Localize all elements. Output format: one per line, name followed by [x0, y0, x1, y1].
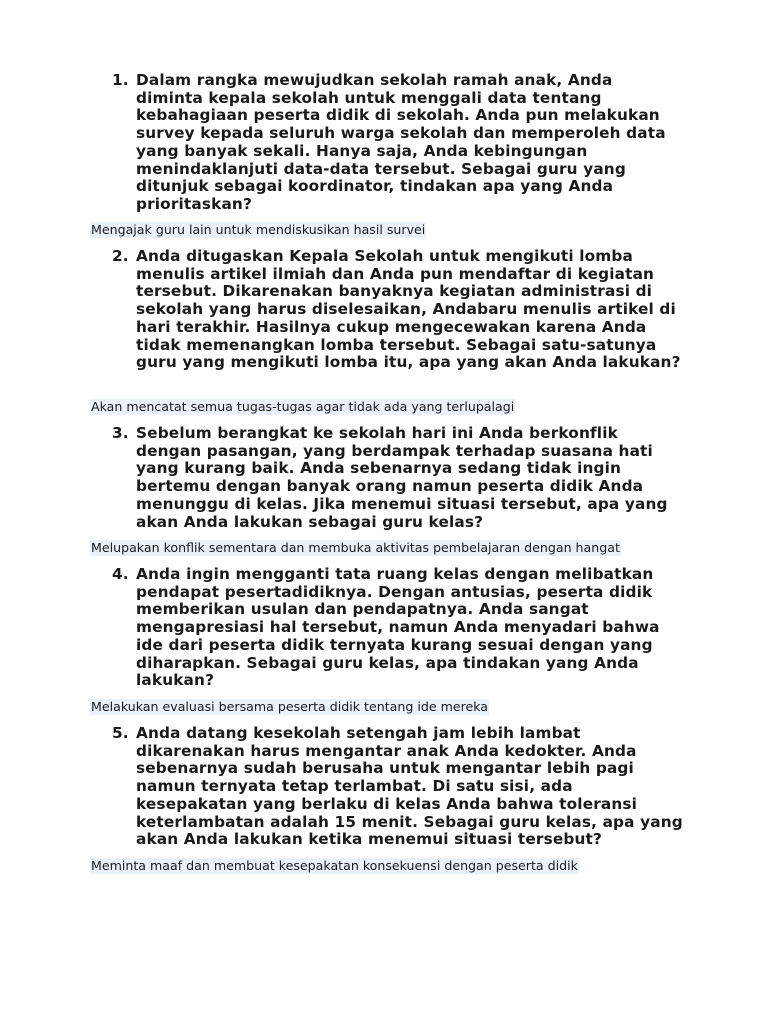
question-number: 1. [112, 71, 129, 89]
question-number: 2. [112, 247, 129, 265]
answer-3: Melupakan konflik sementara dan membuka aktivitas pembelajaran dengan hangat [91, 540, 620, 555]
question-5 [112, 725, 684, 849]
answer-2: Akan mencatat semua tugas-tugas agar tidak ada yang terlupalagi [91, 399, 515, 414]
question-text: Sebelum berangkat ke sekolah hari ini Anda berkonflik dengan pasangan, yang berdampak terhadap suasana hati yang kurang baik. Anda sebenarnya sedang tidak ingin bertemu dengan banyak orang namun peserta didik Anda menunggu di kelas. Jika menemui situasi tersebut, apa yang akan Anda lakukan sebagai guru kelas? [136, 424, 668, 531]
question-3 [112, 425, 684, 531]
answer-4: Melakukan evaluasi bersama peserta didik tentang ide mereka [91, 699, 489, 714]
question-text: Anda ingin mengganti tata ruang kelas dengan melibatkan pendapat pesertadidiknya. Dengan antusias, peserta didik memberikan usulan dan pendapatnya. Anda sangat mengapresiasi hal tersebut, namun Anda menyadari bahwa ide dari peserta didik ternyata kurang sesuai dengan yang diharapkan. Sebagai guru kelas, apa tindakan yang Anda lakukan? [136, 565, 660, 690]
question-number: 3. [112, 424, 129, 442]
question-text: Anda ditugaskan Kepala Sekolah untuk mengikuti lomba menulis artikel ilmiah dan Anda pun mendaftar di kegiatan tersebut. Dikarenakan banyaknya kegiatan administrasi di sekolah yang harus diselesaikan, Andabaru menulis artikel di hari terakhir. Hasilnya cukup mengecewakan karena Anda tidak memenangkan lomba tersebut. Sebagai satu-satunya guru yang mengikuti lomba itu, apa yang akan Anda lakukan? [136, 247, 681, 372]
question-number: 4. [112, 565, 129, 583]
answer-5: Meminta maaf dan membuat kesepakatan konsekuensi dengan peserta didik [91, 858, 578, 873]
question-1 [112, 72, 684, 214]
answer-1: Mengajak guru lain untuk mendiskusikan hasil survei [91, 222, 426, 237]
question-2 [112, 248, 684, 372]
question-4 [112, 566, 684, 690]
question-text: Dalam rangka mewujudkan sekolah ramah anak, Anda diminta kepala sekolah untuk menggali data tentang kebahagiaan peserta didik di sekolah. Anda pun melakukan survey kepada seluruh warga sekolah dan memperoleh data yang banyak sekali. Hanya saja, Anda kebingungan menindaklanjuti data-data tersebut. Sebagai guru yang ditunjuk sebagai koordinator, tindakan apa yang Anda prioritaskan? [136, 71, 666, 213]
question-text: Anda datang kesekolah setengah jam lebih lambat dikarenakan harus mengantar anak Anda kedokter. Anda sebenarnya sudah berusaha untuk mengantar lebih pagi namun ternyata tetap terlambat. Di satu sisi, ada kesepakatan yang berlaku di kelas Anda bahwa toleransi keterlambatan adalah 15 menit. Sebagai guru kelas, apa yang akan Anda lakukan ketika menemui situasi tersebut? [136, 724, 683, 849]
question-number: 5. [112, 724, 129, 742]
